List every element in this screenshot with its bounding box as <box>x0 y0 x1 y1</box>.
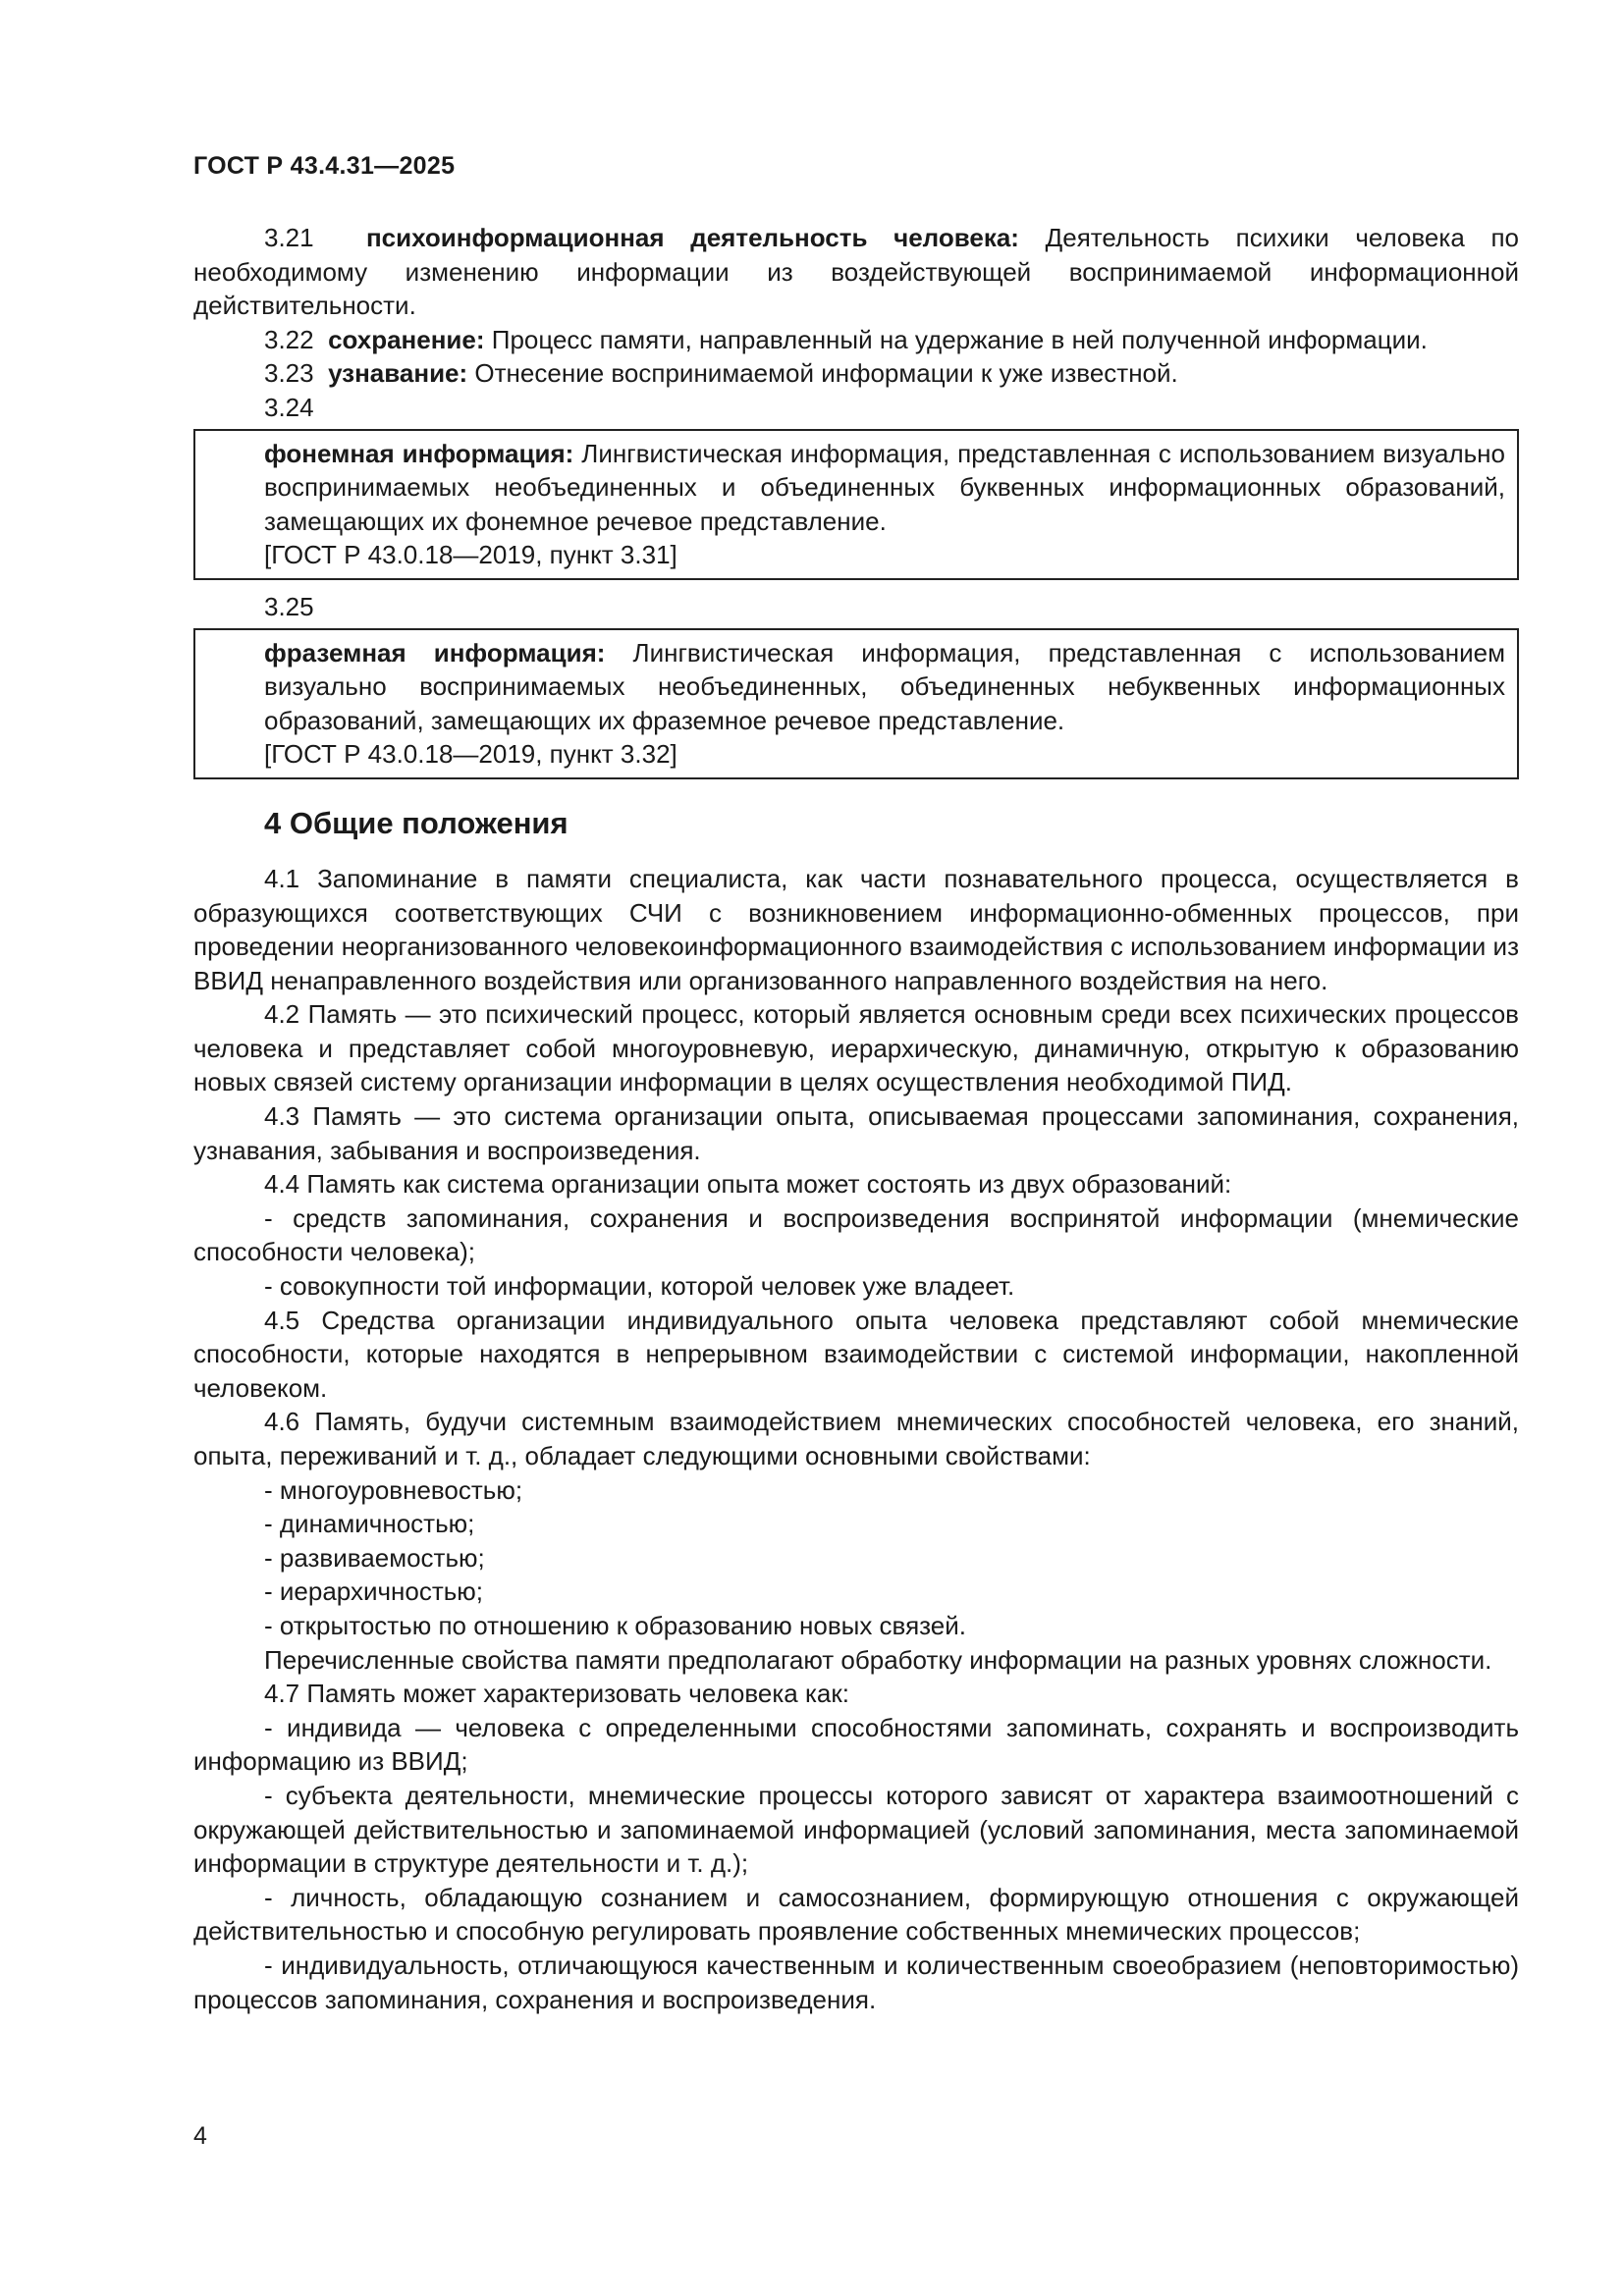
page-content <box>193 221 1519 2016</box>
list-item: - открытостью по отношению к образованию новых связей. <box>264 1610 966 1640</box>
term-number: 3.22 <box>264 324 314 354</box>
paragraph-4-4: 4.4 Память как система организации опыта может состоять из двух образований: <box>264 1169 1232 1200</box>
term-3-21 <box>193 221 1519 323</box>
list-item: - индивидуальность, отличающуюся качественным и количественным своеобразием (неповторимостью) процессов запоминания, сохранения и воспроизведения. <box>193 1949 1519 2014</box>
term-source: [ГОСТ Р 43.0.18—2019, пункт 3.32] <box>264 739 677 770</box>
list-item: - личность, обладающую сознанием и самосознанием, формирующую отношения с окружающей действительностью и способную регулировать проявление собственных мнемических процессов; <box>193 1882 1519 1947</box>
list-item: - субъекта деятельности, мнемические процессы которого зависят от характера взаимоотношений с окружающей действительностью и запоминаемой информацией (условий запоминания, места запоминаемой информации в структуре деятельности и т. д.); <box>193 1780 1519 1879</box>
term-number: 3.21 <box>264 223 314 252</box>
term-title: узнавание: <box>328 358 468 389</box>
boxed-term-3-24 <box>193 429 1519 580</box>
boxed-term-text <box>252 636 1505 738</box>
paragraph-4-7: 4.7 Память может характеризовать человека как: <box>264 1679 849 1709</box>
term-3-22 <box>193 323 1519 357</box>
list-item: - индивида — человека с определенными способностями запоминать, сохранять и воспроизводить информацию из ВВИД; <box>193 1712 1519 1777</box>
term-definition: Деятельность психики человека по необходимому изменению информации из воздействующей воспринимаемой информационной действительности. <box>193 223 1519 321</box>
term-title: фонемная информация: <box>264 438 574 468</box>
list-item: - средств запоминания, сохранения и воспроизведения воспринятой информации (мнемические способности человека); <box>193 1202 1519 1267</box>
paragraph-4-5: 4.5 Средства организации индивидуального опыта человека представляют собой мнемические способности, которые находятся в непрерывном взаимодействии с системой информации, накопленной человеком. <box>193 1305 1519 1403</box>
term-number: 3.23 <box>264 358 314 389</box>
term-title: сохранение: <box>328 324 485 354</box>
term-number-3-25: 3.25 <box>264 591 314 621</box>
list-item: - иерархичностью; <box>264 1576 484 1607</box>
list-item: - динамичностью; <box>264 1509 475 1539</box>
boxed-term-3-25 <box>193 628 1519 779</box>
term-definition: Лингвистическая информация, представленная с использованием визуально воспринимаемых необъединенных и объединенных буквенных информационных образований, замещающих их фонемное речевое представление. <box>264 438 1505 536</box>
term-3-23 <box>193 356 1519 391</box>
term-title: фраземная информация: <box>264 637 606 667</box>
list-item: - совокупности той информации, которой человек уже владеет. <box>264 1271 1015 1302</box>
term-title: психоинформационная деятельность человека: <box>365 223 1019 252</box>
page-number: 4 <box>193 2122 207 2150</box>
list-item: - развиваемостью; <box>264 1542 485 1573</box>
section-heading: 4 Общие положения <box>264 805 568 840</box>
boxed-term-text <box>252 437 1505 539</box>
term-definition: Лингвистическая информация, представленная с использованием визуально воспринимаемых необъединенных, объединенных небуквенных информационных образований, замещающих их фраземное речевое представление. <box>264 637 1505 735</box>
term-number-3-24: 3.24 <box>264 392 314 422</box>
list-item: - многоуровневостью; <box>264 1474 523 1505</box>
term-definition: Отнесение воспринимаемой информации к уже известной. <box>474 358 1178 389</box>
page-header-standard: ГОСТ Р 43.4.31—2025 <box>193 152 456 180</box>
term-definition: Процесс памяти, направленный на удержание в ней полученной информации. <box>491 324 1428 354</box>
paragraph-4-1: 4.1 Запоминание в памяти специалиста, как части познавательного процесса, осуществляется в образующихся соответствующих СЧИ с возникновением информационно-обменных процессов, при проведении неорганизованного человекоинформационного взаимодействия с использованием информации из ВВИД ненаправленного воздействия или организованного направленного воздействия на него. <box>193 863 1519 995</box>
paragraph-4-6: 4.6 Память, будучи системным взаимодействием мнемических способностей человека, его знаний, опыта, переживаний и т. д., обладает следующими основными свойствами: <box>193 1407 1519 1470</box>
paragraph-4-6-note: Перечисленные свойства памяти предполагают обработку информации на разных уровнях сложности. <box>264 1644 1492 1675</box>
paragraph-4-2: 4.2 Память — это психический процесс, который является основным среди всех психических процессов человека и представляет собой многоуровневую, иерархическую, динамичную, открытую к образованию новых связей систему организации информации в целях осуществления необходимой ПИД. <box>193 999 1519 1097</box>
paragraph-4-3: 4.3 Память — это система организации опыта, описываемая процессами запоминания, сохранения, узнавания, забывания и воспроизведения. <box>193 1101 1519 1165</box>
term-source: [ГОСТ Р 43.0.18—2019, пункт 3.31] <box>264 540 677 570</box>
